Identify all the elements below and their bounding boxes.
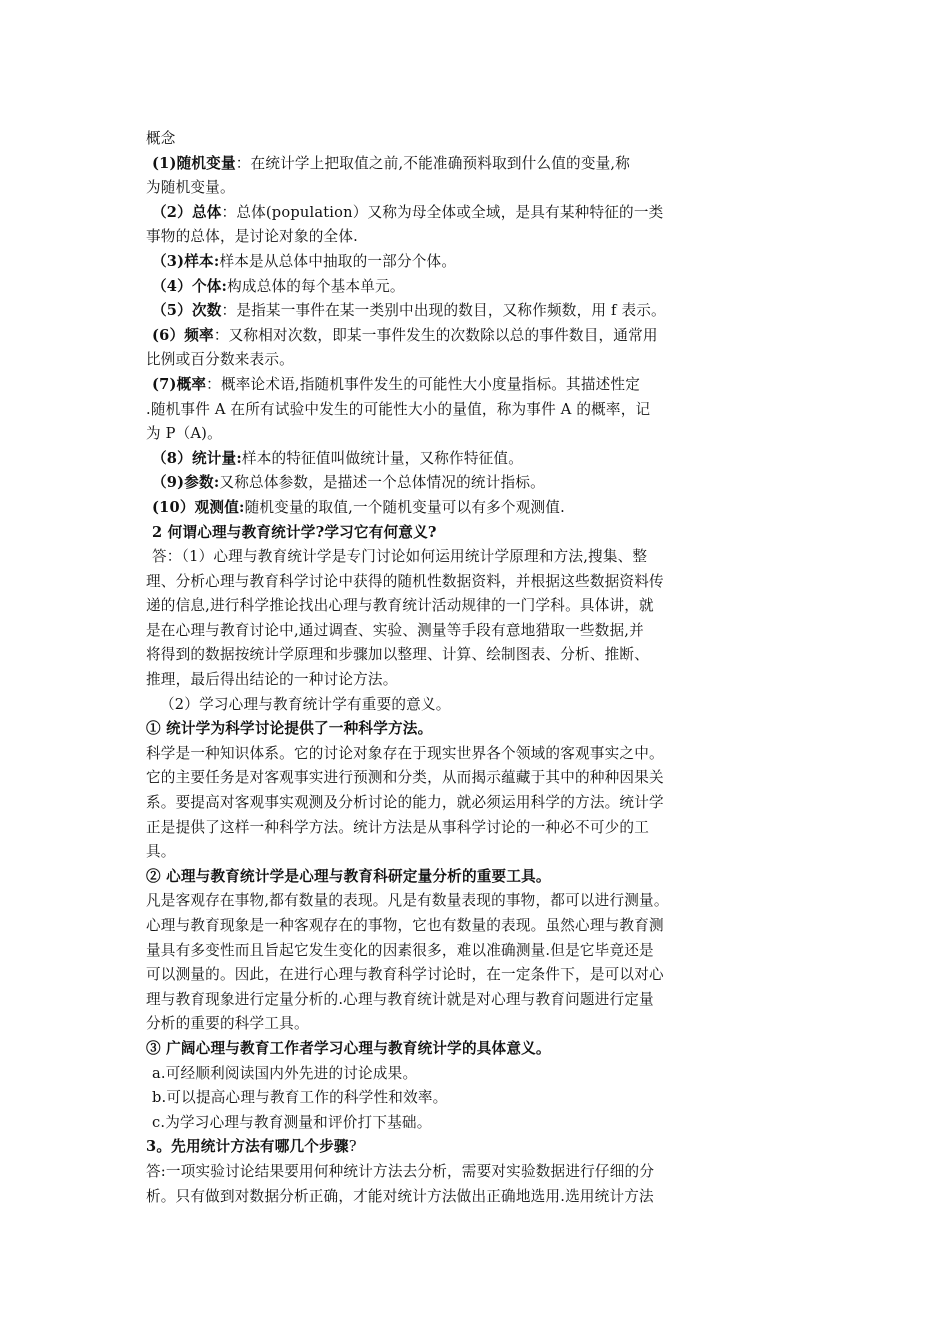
term-4-label: （4）个体:: [152, 277, 228, 295]
term-1-cont: 为随机变量。: [146, 179, 235, 197]
answer-2-line-4: 是在心理与教育讨论中,通过调查、实验、测量等手段有意地猎取一些数据,并: [146, 621, 644, 639]
answer-2-line-6: 推理，最后得出结论的一种讨论方法。: [146, 671, 398, 689]
term-7-def: ：概率论术语,指随机事件发生的可能性大小度量指标。其描述性定: [206, 375, 641, 393]
term-6-label: (6）频率: [152, 326, 214, 344]
section-heading: 概念: [146, 130, 176, 147]
term-7-cont: .随机事件 A 在所有试验中发生的可能性大小的量值，称为事件 A 的概率，记: [146, 400, 651, 418]
point-3-item-a: a.可经顺利阅读国内外先进的讨论成果。: [152, 1064, 418, 1082]
point-2-line-5: 理与教育现象进行定量分析的.心理与教育统计就是对心理与教育问题进行定量: [146, 990, 654, 1008]
answer-3-line-1: 答:一项实验讨论结果要用何种统计方法去分析，需要对实验数据进行仔细的分: [146, 1162, 655, 1180]
term-9-label: （9)参数:: [152, 474, 220, 492]
point-3-title: [146, 1037, 730, 1062]
answer-2-subpoint: （2）学习心理与教育统计学有重要的意义。: [160, 695, 451, 713]
point-1-line-1: 科学是一种知识体系。它的讨论对象存在于现实世界各个领域的客观事实之中。: [146, 744, 664, 762]
point-2-title-text: ② 心理与教育统计学是心理与教育科研定量分析的重要工具。: [146, 867, 551, 885]
question-2-title: [146, 521, 730, 546]
term-4: [146, 275, 730, 300]
term-10: [146, 496, 730, 521]
term-3-def: 样本是从总体中抽取的一部分个体。: [219, 252, 457, 270]
term-8: [146, 447, 730, 472]
term-2-cont: 事物的总体，是讨论对象的全体.: [146, 228, 358, 246]
point-2-title: [146, 865, 730, 890]
term-10-def: 随机变量的取值,一个随机变量可以有多个观测值.: [244, 498, 565, 516]
term-4-def: 构成总体的每个基本单元。: [227, 277, 405, 295]
term-8-def: 样本的特征值叫做统计量，又称作特征值。: [241, 449, 524, 467]
term-6-cont: 比例或百分数来表示。: [146, 351, 294, 369]
question-3-title-text: 3。先用统计方法有哪几个步骤: [146, 1138, 349, 1156]
point-2-line-3: 量具有多变性而且旨起它发生变化的因素很多，难以准确测量.但是它毕竟还是: [146, 941, 654, 959]
term-3-label: （3)样本:: [152, 252, 220, 270]
question-3-title: [146, 1135, 730, 1160]
answer-2-line-3: 递的信息,进行科学推论找出心理与教育统计活动规律的一门学科。具体讲，就: [146, 597, 654, 615]
term-3: [146, 250, 730, 275]
point-2-line-2: 心理与教育现象是一种客观存在的事物，它也有数量的表现。虽然心理与教育测: [146, 917, 664, 934]
term-1-label: (1)随机变量: [152, 154, 236, 172]
point-1-title-text: ① 统计学为科学讨论提供了一种科学方法。: [146, 720, 433, 738]
point-1-line-4: 正是提供了这样一种科学方法。统计方法是从事科学讨论的一种必不可少的工: [146, 818, 649, 836]
term-1-def: ：在统计学上把取值之前,不能准确预料取到什么值的变量,称: [235, 154, 631, 172]
term-5: [146, 299, 730, 324]
question-3-title-mark: ?: [348, 1138, 357, 1156]
answer-3-line-2: 析。只有做到对数据分析正确，才能对统计方法做出正确地选用.选用统计方法: [146, 1187, 654, 1205]
term-2: [146, 201, 730, 226]
point-1-line-3: 系。要提高对客观事实观测及分析讨论的能力，就必须运用科学的方法。统计学: [146, 794, 664, 812]
term-5-def: ：是指某一事件在某一类别中出现的数目，又称作频数，用 f 表示。: [221, 302, 666, 320]
term-9-def: 又称总体参数，是描述一个总体情况的统计指标。: [219, 474, 545, 492]
term-2-def: ：总体(population）又称为母全体或全域，是具有某种特征的一类: [221, 203, 664, 221]
term-10-label: (10）观测值:: [152, 498, 245, 516]
term-7-label: (7)概率: [152, 375, 207, 393]
term-7-cont2: 为 P（A)。: [146, 425, 222, 443]
term-6-def: ：又称相对次数，即某一事件发生的次数除以总的事件数目，通常用: [213, 326, 658, 344]
term-8-label: （8）统计量:: [152, 449, 242, 467]
answer-2-line-1: 答：（1）心理与教育统计学是专门讨论如何运用统计学原理和方法,搜集、整: [152, 548, 648, 566]
answer-2-line-2: 理、分析心理与教育科学讨论中获得的随机性数据资料，并根据这些数据资料传: [146, 572, 664, 590]
term-2-label: （2）总体: [152, 203, 222, 221]
point-1-title: [146, 717, 730, 742]
question-2-title-text: 2 何谓心理与教育统计学?学习它有何意义?: [152, 523, 437, 541]
point-2-line-1: 凡是客观存在事物,都有数量的表现。凡是有数量表现的事物，都可以进行测量。: [146, 892, 669, 910]
term-1: [146, 152, 730, 177]
point-2-line-4: 可以测量的。因此，在进行心理与教育科学讨论时，在一定条件下，是可以对心: [146, 966, 664, 984]
point-1-line-5: 具。: [146, 843, 176, 861]
answer-2-line-5: 将得到的数据按统计学原理和步骤加以整理、计算、绘制图表、分析、推断、: [146, 646, 649, 664]
point-3-item-c: c.为学习心理与教育测量和评价打下基础。: [152, 1113, 432, 1131]
term-6: [146, 324, 730, 349]
term-9: [146, 471, 730, 496]
point-3-title-text: ③ 广阔心理与教育工作者学习心理与教育统计学的具体意义。: [146, 1039, 551, 1057]
point-2-line-6: 分析的重要的科学工具。: [146, 1015, 309, 1033]
term-7: [146, 373, 730, 398]
point-1-line-2: 它的主要任务是对客观事实进行预测和分类，从而揭示蕴藏于其中的种种因果关: [146, 769, 664, 787]
term-5-label: （5）次数: [152, 302, 222, 320]
point-3-item-b: b.可以提高心理与教育工作的科学性和效率。: [152, 1089, 448, 1107]
